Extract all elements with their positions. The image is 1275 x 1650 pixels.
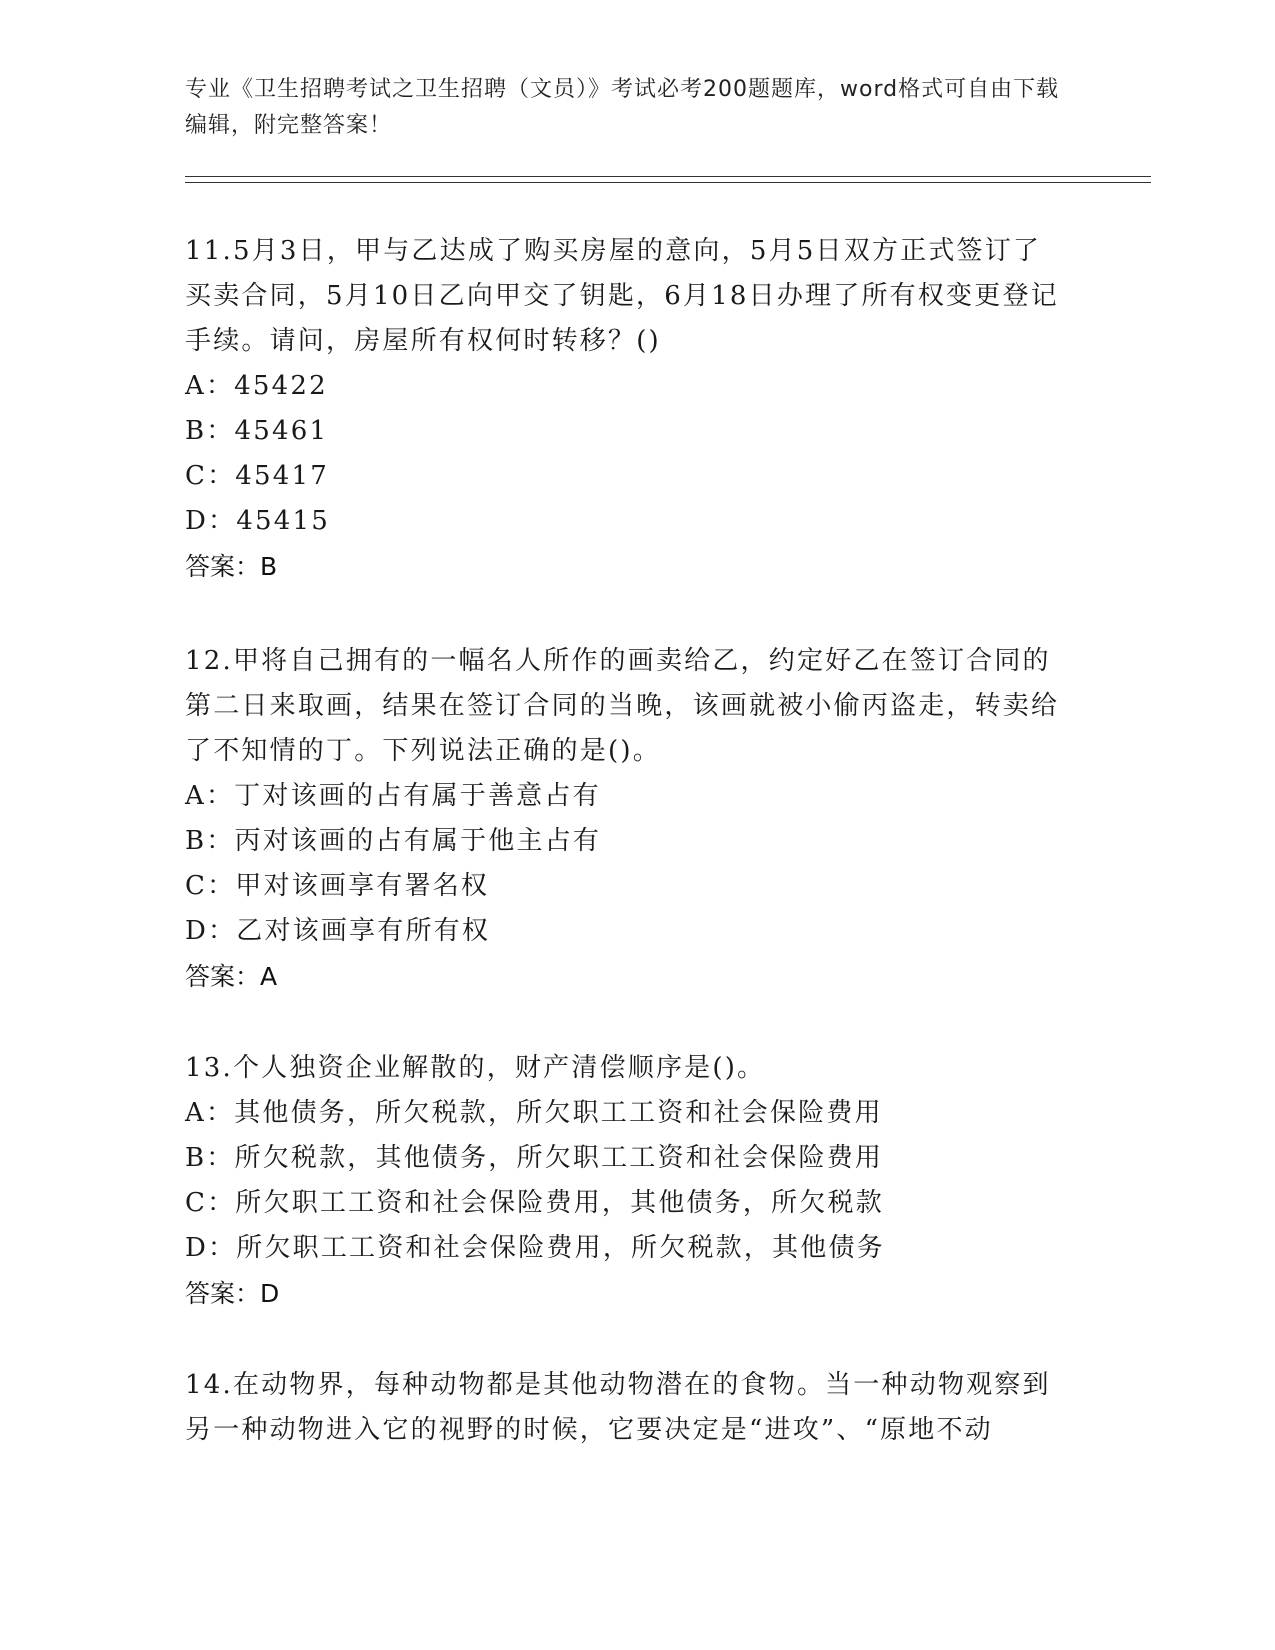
answer-text: 答案：A bbox=[185, 962, 278, 991]
option-d: D：所欠职工工资和社会保险费用，所欠税款，其他债务 bbox=[185, 1233, 885, 1263]
option-c: C：甲对该画享有署名权 bbox=[185, 871, 490, 901]
question-stem: 13.个人独资企业解散的，财产清偿顺序是()。 bbox=[185, 1053, 766, 1083]
question-11 bbox=[185, 229, 1065, 589]
header-divider-top bbox=[185, 176, 1151, 177]
option-d: D：乙对该画享有所有权 bbox=[185, 916, 491, 946]
option-b: B：丙对该画的占有属于他主占有 bbox=[185, 826, 602, 856]
header-divider-bottom bbox=[185, 182, 1151, 183]
option-d: D：45415 bbox=[185, 506, 330, 536]
question-13 bbox=[185, 1046, 1065, 1316]
document-header-title: 专业《卫生招聘考试之卫生招聘（文员）》考试必考200题题库，word格式可自由下载编辑，附完整答案！ bbox=[185, 77, 1060, 138]
question-stem: 12.甲将自己拥有的一幅名人所作的画卖给乙，约定好乙在签订合同的第二日来取画，结果在签订合同的当晚，该画就被小偷丙盗走，转卖给了不知情的丁。下列说法正确的是()。 bbox=[185, 646, 1060, 766]
question-14 bbox=[185, 1363, 1065, 1453]
option-c: C：45417 bbox=[185, 461, 330, 491]
question-stem: 11.5月3日，甲与乙达成了购买房屋的意向，5月5日双方正式签订了买卖合同，5月10日乙向甲交了钥匙，6月18日办理了所有权变更登记手续。请问，房屋所有权何时转移？() bbox=[185, 236, 1059, 356]
option-a: A：其他债务，所欠税款，所欠职工工资和社会保险费用 bbox=[185, 1098, 883, 1128]
option-a: A：45422 bbox=[185, 371, 328, 401]
option-b: B：45461 bbox=[185, 416, 329, 446]
option-b: B：所欠税款，其他债务，所欠职工工资和社会保险费用 bbox=[185, 1143, 884, 1173]
question-12 bbox=[185, 639, 1065, 999]
option-a: A：丁对该画的占有属于善意占有 bbox=[185, 781, 601, 811]
answer-text: 答案：D bbox=[185, 1279, 280, 1308]
answer-text: 答案：B bbox=[185, 552, 278, 581]
option-c: C：所欠职工工资和社会保险费用，其他债务，所欠税款 bbox=[185, 1188, 884, 1218]
question-stem: 14.在动物界，每种动物都是其他动物潜在的食物。当一种动物观察到另一种动物进入它的视野的时候，它要决定是“进攻”、“原地不动 bbox=[185, 1370, 1051, 1445]
